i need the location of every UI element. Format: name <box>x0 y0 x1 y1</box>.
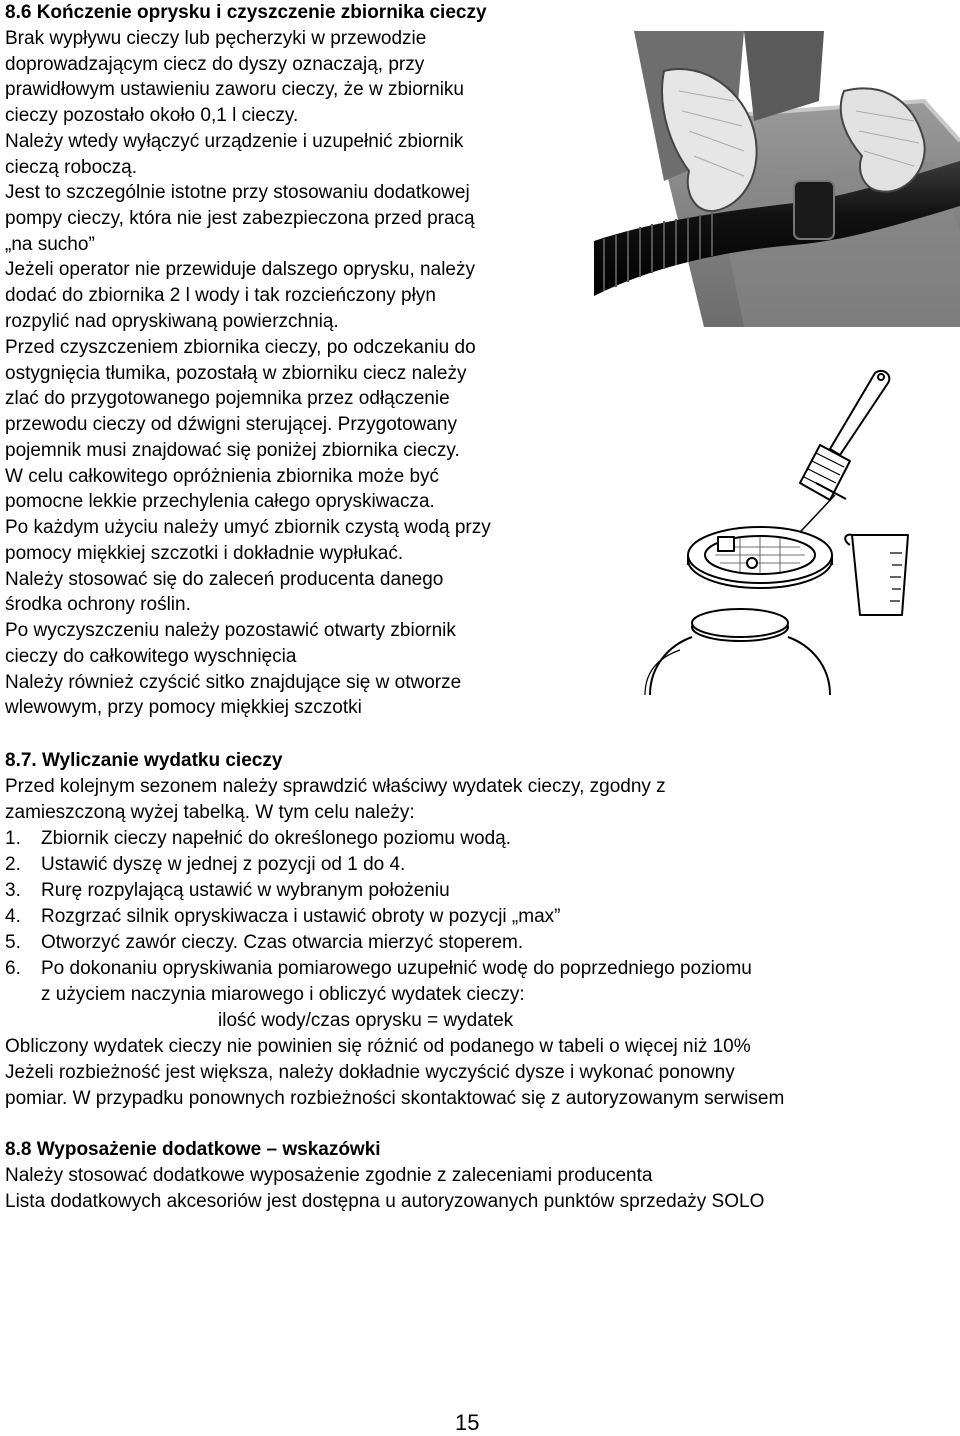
text-line: Brak wypływu cieczy lub pęcherzyki w przewodzie <box>5 28 427 49</box>
text-line: prawidłowym ustawieniu zaworu cieczy, że w zbiorniku <box>5 79 464 100</box>
page-number: 15 <box>455 1410 480 1435</box>
step-6-continuation: z użyciem naczynia miarowego i obliczyć wydatek cieczy: <box>41 984 525 1005</box>
step-text: Po dokonaniu opryskiwania pomiarowego uzupełnić wodę do poprzedniego poziomu <box>41 958 752 979</box>
text-line: dodać do zbiornika 2 l wody i tak rozcieńczony płyn <box>5 285 436 306</box>
text-line: Po każdym użyciu należy umyć zbiornik czystą wodą przy <box>5 517 491 538</box>
outro-line: Jeżeli rozbieżność jest większa, należy dokładnie wyczyścić dysze i wykonać ponowny <box>5 1062 735 1083</box>
text-line: cieczy do całkowitego wyschnięcia <box>5 646 297 667</box>
text-line: pomocne lekkie przechylenia całego opryskiwacza. <box>5 491 435 512</box>
text-line: Należy stosować się do zaleceń producenta danego <box>5 569 444 590</box>
text-line: cieczą roboczą. <box>5 157 138 178</box>
step-text: Rozgrzać silnik opryskiwacza i ustawić obroty w pozycji „max” <box>41 906 561 927</box>
step-number: 6. <box>5 958 21 979</box>
step-text: Rurę rozpylającą ustawić w wybranym położeniu <box>41 880 450 901</box>
step-number: 1. <box>5 828 21 849</box>
text-line: wlewowym, przy pomocy miękkiej szczotki <box>5 697 362 718</box>
text-line: przewodu cieczy od dźwigni sterującej. Przygotowany <box>5 414 457 435</box>
text-line: doprowadzającym ciecz do dyszy oznaczają, przy <box>5 54 425 75</box>
text-line: W celu całkowitego opróżnienia zbiornika może być <box>5 466 440 487</box>
intro-line: Przed kolejnym sezonem należy sprawdzić właściwy wydatek cieczy, zgodny z <box>5 776 666 797</box>
text-line: Należy stosować dodatkowe wyposażenie zgodnie z zaleceniami producenta <box>5 1165 653 1186</box>
text-line: Należy wtedy wyłączyć urządzenie i uzupełnić zbiornik <box>5 131 464 152</box>
step-number: 5. <box>5 932 21 953</box>
step-number: 2. <box>5 854 21 875</box>
text-line: pomocy miękkiej szczotki i dokładnie wypłukać. <box>5 543 404 564</box>
text-line: cieczy pozostało około 0,1 l cieczy. <box>5 105 299 126</box>
text-line: pompy cieczy, która nie jest zabezpieczona przed pracą <box>5 208 475 229</box>
step-number: 3. <box>5 880 21 901</box>
text-line: rozpylić nad opryskiwaną powierzchnią. <box>5 311 339 332</box>
text-line: Przed czyszczeniem zbiornika cieczy, po odczekaniu do <box>5 337 476 358</box>
text-line: Należy również czyścić sitko znajdujące się w otworze <box>5 672 462 693</box>
text-line: Lista dodatkowych akcesoriów jest dostępna u autoryzowanych punktów sprzedaży SOLO <box>5 1191 765 1212</box>
step-text: Otworzyć zawór cieczy. Czas otwarcia mierzyć stoperem. <box>41 932 524 953</box>
intro-line: zamieszczoną wyżej tabelką. W tym celu należy: <box>5 802 415 823</box>
section-8-8-heading: 8.8 Wyposażenie dodatkowe – wskazówki <box>5 1139 381 1160</box>
outro-line: Obliczony wydatek cieczy nie powinien się różnić od podanego w tabeli o więcej niż 10% <box>5 1036 751 1057</box>
text-line: środka ochrony roślin. <box>5 594 191 615</box>
outro-line: pomiar. W przypadku ponownych rozbieżności skontaktować się z autoryzowanym serwisem <box>5 1088 785 1109</box>
step-text: Zbiornik cieczy napełnić do określonego poziomu wodą. <box>41 828 511 849</box>
text-line: ostygnięcia tłumika, pozostałą w zbiorniku ciecz należy <box>5 363 467 384</box>
text-line: Jeżeli operator nie przewiduje dalszego oprysku, należy <box>5 259 475 280</box>
text-line: zlać do przygotowanego pojemnika przez odłączenie <box>5 388 450 409</box>
step-text: Ustawić dyszę w jednej z pozycji od 1 do 4. <box>41 854 406 875</box>
text-line: pojemnik musi znajdować się poniżej zbiornika cieczy. <box>5 440 460 461</box>
text-line: Po wyczyszczeniu należy pozostawić otwarty zbiornik <box>5 620 456 641</box>
step-number: 4. <box>5 906 21 927</box>
text-line: „na sucho” <box>5 234 95 255</box>
text-line: Jest to szczególnie istotne przy stosowaniu dodatkowej <box>5 182 470 203</box>
strainer-brush-drawing <box>640 365 960 695</box>
section-8-6-heading: 8.6 Kończenie oprysku i czyszczenie zbiornika cieczy <box>5 2 487 23</box>
section-8-7-heading: 8.7. Wyliczanie wydatku cieczy <box>5 750 283 771</box>
formula: ilość wody/czas oprysku = wydatek <box>218 1010 514 1031</box>
tank-hose-photo <box>594 31 960 327</box>
